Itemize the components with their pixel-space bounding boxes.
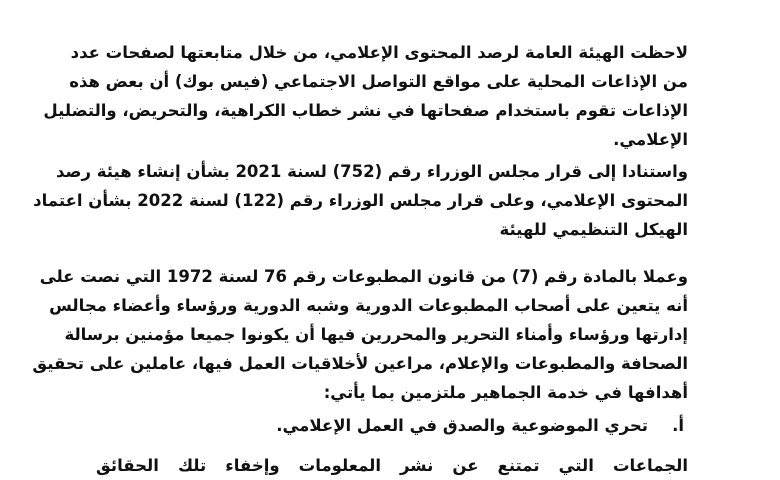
paragraph-line: وعملا بالمادة رقم (7) من قانون المطبوعات رقم 76 لسنة 1972 التي نصت على [39,267,688,286]
list-item-marker: أ. [672,416,684,435]
paragraph-line: واستنادا إلى قرار مجلس الوزراء رقم (752) لسنة 2021 بشأن إنشاء هيئة رصد [56,162,688,181]
paragraph-line: من الإذاعات المحلية على مواقع التواصل الاجتماعي (فيس بوك) أن بعض هذه [69,72,688,91]
paragraph-legal-basis [33,157,688,244]
paragraph-line: إدارتها ورؤساء وأمناء التحرير والمحررين فيها أن يكونوا جميعا مؤمنين برسالة [64,325,688,344]
paragraph-line: المحتوى الإعلامي، وعلى قرار مجلس الوزراء رقم (122) لسنة 2022 بشأن اعتماد [33,191,688,210]
paragraph-line: لاحظت الهيئة العامة لرصد المحتوى الإعلامي، من خلال متابعتها لصفحات عدد [70,43,688,62]
paragraph-line: أنه يتعين على أصحاب المطبوعات الدورية وشبه الدورية ورؤساء وأعضاء مجالس [49,296,688,315]
paragraph-line: الجماعات التي تمتنع عن نشر المعلومات وإخفاء تلك الحقائق [96,456,688,475]
paragraph-line: الصحافة والمطبوعات والإعلام، مراعين لأخلاقيات العمل فيها، عاملين على تحقيق [32,354,688,373]
paragraph-observation [43,38,688,154]
list-item [96,411,688,440]
paragraph-line: الإعلامي. [613,130,688,149]
list-item-text: تحري الموضوعية والصدق في العمل الإعلامي. [276,416,648,435]
paragraph-cutoff [96,451,688,480]
paragraph-line: الهيكل التنظيمي للهيئة [499,220,688,239]
paragraph-line: أهدافها في خدمة الجماهير ملتزمين بما يأتي: [323,383,688,402]
paragraph-press-law [32,262,688,407]
paragraph-line: الإذاعات تقوم باستخدام صفحاتها في نشر خطاب الكراهية، والتحريض، والتضليل [43,101,688,120]
